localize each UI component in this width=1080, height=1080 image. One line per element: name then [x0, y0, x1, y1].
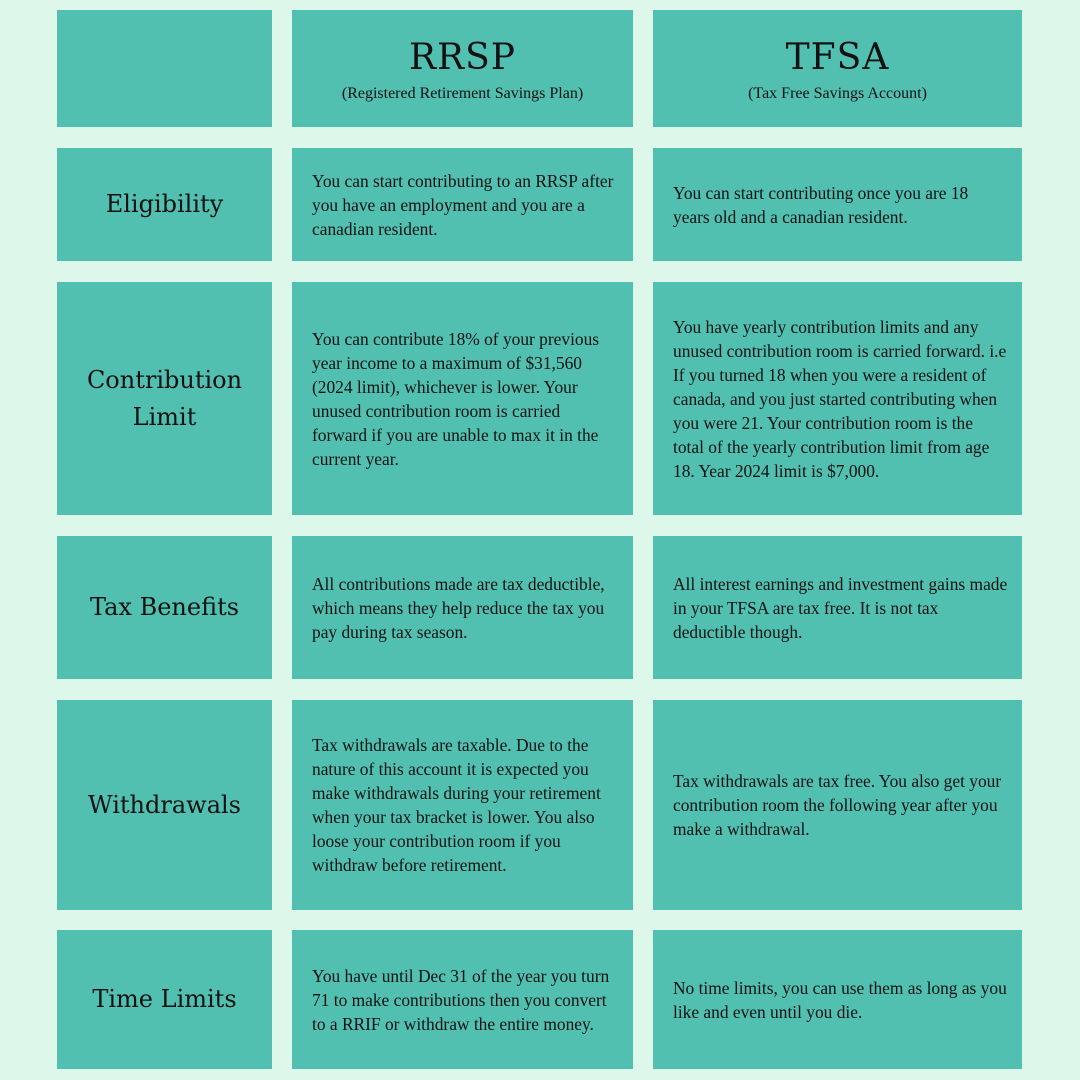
header-corner-cell	[57, 10, 272, 127]
rrsp-header-cell	[292, 10, 633, 127]
tfsa-eligibility-cell	[653, 148, 1022, 261]
row-label-eligibility	[57, 148, 272, 261]
rrsp-contribution-limit-cell	[292, 282, 633, 515]
tfsa-subtitle: (Tax Free Savings Account)	[748, 84, 927, 102]
rrsp-eligibility-cell	[292, 148, 633, 261]
rrsp-time-limits-cell	[292, 930, 633, 1069]
row-label-text: Time Limits	[92, 985, 237, 1013]
rrsp-withdrawals-cell	[292, 700, 633, 910]
tfsa-eligibility-text: You can start contributing once you are 18 years old and a canadian resident.	[673, 182, 969, 227]
row-label-text: Contribution Limit	[86, 365, 243, 431]
row-label-text: Tax Benefits	[89, 593, 240, 621]
row-label-tax-benefits	[57, 536, 272, 679]
rrsp-time-limits-text: You have until Dec 31 of the year you turn 71 to make contributions then you convert to a RRIF or withdraw the entire money.	[312, 965, 610, 1034]
row-label-text: Withdrawals	[87, 790, 241, 819]
tfsa-contribution-limit-cell	[653, 282, 1022, 515]
rrsp-withdrawals-text: Tax withdrawals are taxable. Due to the nature of this account it is expected you make withdrawals during your retirement when your tax bracket is lower. You also loose your contribution room if you withdraw before retirement.	[312, 735, 601, 875]
rrsp-tax-benefits-text: All contributions made are tax deductible, which means they help reduce the tax you pay during tax season.	[312, 573, 605, 642]
tfsa-title: TFSA	[785, 36, 890, 78]
row-label-time-limits	[57, 930, 272, 1069]
rrsp-tax-benefits-cell	[292, 536, 633, 679]
row-label-withdrawals	[57, 700, 272, 910]
tfsa-tax-benefits-cell	[653, 536, 1022, 679]
tfsa-withdrawals-cell	[653, 700, 1022, 910]
tfsa-tax-benefits-text: All interest earnings and investment gains made in your TFSA are tax free. It is not tax deductible though.	[673, 573, 1008, 642]
tfsa-withdrawals-text: Tax withdrawals are tax free. You also get your contribution room the following year after you make a withdrawal.	[673, 771, 1002, 839]
row-label-contribution-limit	[57, 282, 272, 515]
rrsp-eligibility-text: You can start contributing to an RRSP after you have an employment and you are a canadian resident.	[312, 170, 614, 239]
tfsa-contribution-limit-text: You have yearly contribution limits and any unused contribution room is carried forward. i.e If you turned 18 when you were a resident of canada, and you just started contributing when you were 21. Your contribution room is the total of the yearly contribution limit from age 18. Year 2024 limit is $7,000.	[673, 316, 1007, 481]
rrsp-subtitle: (Registered Retirement Savings Plan)	[341, 84, 584, 102]
row-label-text: Eligibility	[105, 190, 224, 218]
tfsa-time-limits-text: No time limits, you can use them as long as you like and even until you die.	[673, 977, 1007, 1022]
rrsp-contribution-limit-text: You can contribute 18% of your previous year income to a maximum of $31,560 (2024 limit), whichever is lower. Your unused contribution room is carried forward if you are unable to max it in the current year.	[312, 328, 600, 469]
tfsa-header-cell	[653, 10, 1022, 127]
tfsa-time-limits-cell	[653, 930, 1022, 1069]
rrsp-title: RRSP	[408, 36, 517, 78]
